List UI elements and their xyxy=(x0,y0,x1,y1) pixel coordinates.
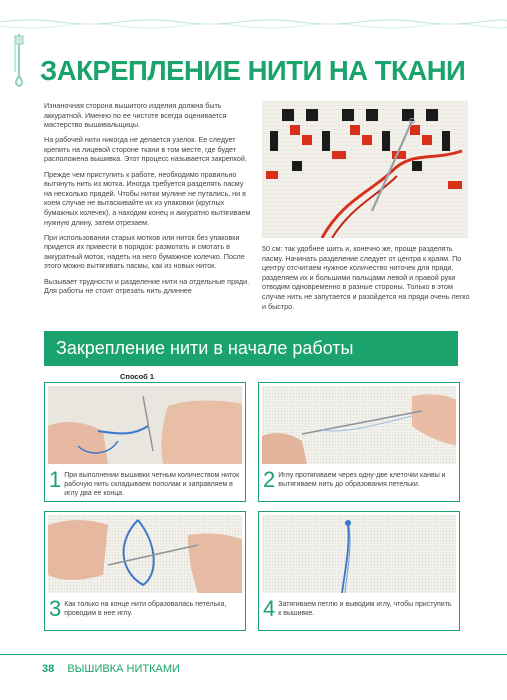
step-photo xyxy=(262,515,456,593)
page-number: 38 xyxy=(42,663,55,675)
step-photo xyxy=(48,386,242,464)
embroidery-photo xyxy=(262,101,468,238)
safety-pin-icon xyxy=(6,30,32,88)
step-card-4 xyxy=(258,511,460,631)
step-number: 2 xyxy=(263,467,276,492)
top-wave-decoration xyxy=(0,0,507,40)
paragraph: Изнаночная сторона вышитого изделия должна быть аккуратной. Именно по ее чистоте всегда оценивается мастерство вышивальщицы. xyxy=(44,101,227,130)
needle-through-loop-illustration xyxy=(48,515,242,593)
step-card-3 xyxy=(44,511,246,631)
step-caption: При выполнении вышивки четным количеством ниток рабочую нить складываем пополам и заправляем в иглу два ее конца. xyxy=(64,472,240,498)
step-number: 1 xyxy=(49,467,62,492)
page-footer xyxy=(42,663,180,675)
needle-through-canvas-illustration xyxy=(262,386,456,464)
step-photo xyxy=(48,515,242,593)
paragraph: Прежде чем приступить к работе, необходимо правильно вытянуть нить из мотка. Иногда требуется разделять пасму на несколько прядей. Чтобы нитки мулине не путались, ни в коем случае не вытаскивайте их из упаковки (круглых бумажных колечек), а находим конец и аккуратно вытягиваем нужную длину, затем отрезаем. xyxy=(44,169,251,227)
method-label: Способ 1 xyxy=(120,372,155,381)
paragraph: Вызывает трудности и разделение нити на отдельные пряди. Для работы не стоит отрезать нить длиннее xyxy=(44,276,250,296)
step-number: 4 xyxy=(263,596,276,621)
hands-threading-needle-illustration xyxy=(48,386,242,464)
step-caption: Иглу протягиваем через одну-две клеточки канвы и вытягиваем нить до образования петельки. xyxy=(278,472,446,489)
secured-thread-illustration xyxy=(262,515,456,593)
paragraph: При использовании старых мотков или ниток без упаковки придется их привести в порядок: размотать и смотать в аккуратный моток, надеть на него бумажное колечко. После этого можно вытягивать пасмы, как из новых ниток. xyxy=(44,232,245,271)
intro-text-column xyxy=(44,101,252,301)
paragraph: На рабочей нити никогда не делается узелок. Ее следует крепить на лицевой стороне ткани в том месте, где будет расположена вышивка. Этот процесс называется закрепкой. xyxy=(44,135,247,164)
step-caption: Как только на конце нити образовалась петелька, проводим в нее иглу. xyxy=(64,601,227,618)
step-photo xyxy=(262,386,456,464)
page-title: ЗАКРЕПЛЕНИЕ НИТИ НА ТКАНИ xyxy=(40,55,466,86)
step-number: 3 xyxy=(49,596,62,621)
step-card-2 xyxy=(258,382,460,502)
step-caption: Затягиваем петлю и выводим иглу, чтобы приступить к вышивке. xyxy=(278,601,452,618)
continued-text-column xyxy=(262,244,472,311)
paragraph: 50 см: так удобнее шить и, конечно же, проще разделять пасму. Начинать разделение следует от центра к краям. По центру отсчитаем нужное количество ниточек для пряди, разделяем их и большими пальцами левой и правой руки отводим одновременно в разные стороны. Только в этом случае нить не запутается и разойдется на пряди очень легко и быстро. xyxy=(262,244,470,311)
book-title: ВЫШИВКА НИТКАМИ xyxy=(67,663,180,675)
embroidery-illustration xyxy=(262,101,468,238)
footer-divider xyxy=(0,654,507,655)
step-card-1 xyxy=(44,382,246,502)
section-banner: Закрепление нити в начале работы xyxy=(44,331,458,366)
